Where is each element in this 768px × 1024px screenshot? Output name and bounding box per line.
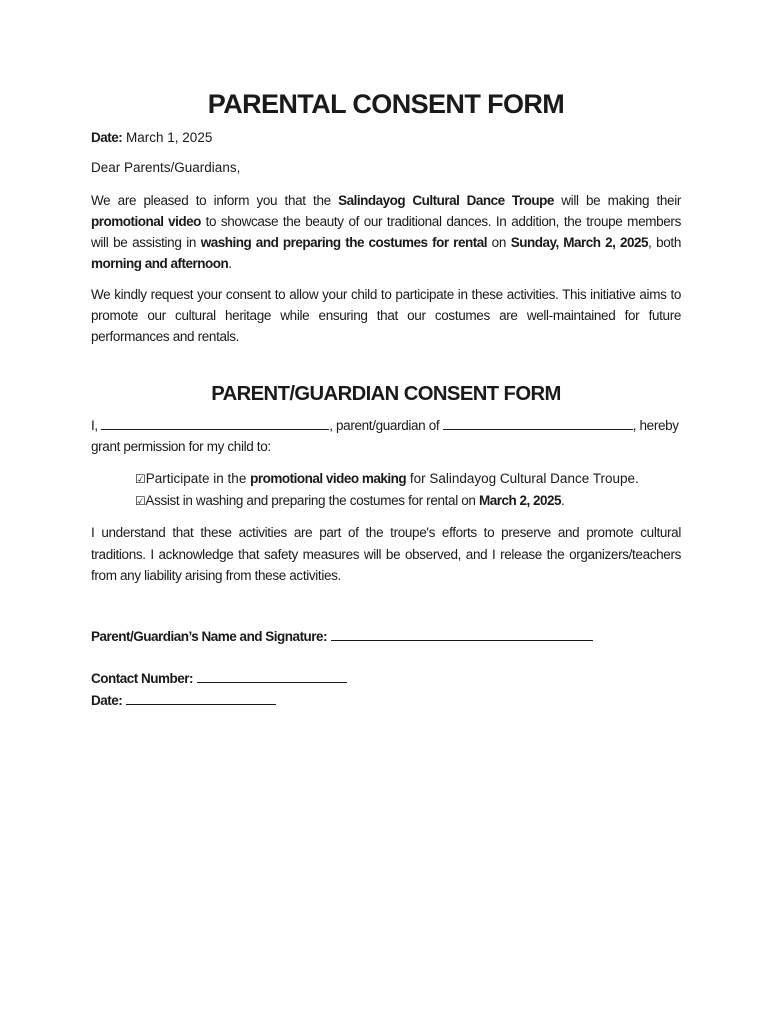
date-field-line bbox=[91, 690, 681, 712]
checkbox-checked-icon[interactable]: ☑ bbox=[135, 472, 146, 487]
date-value: March 1, 2025 bbox=[126, 130, 213, 145]
contact-line bbox=[91, 668, 681, 690]
signature-label: Parent/Guardian’s Name and Signature: bbox=[91, 629, 328, 645]
permission-text: Participate in the bbox=[145, 471, 251, 487]
intro-text: We are pleased to inform you that the bbox=[91, 192, 339, 208]
permission-activity: promotional video making bbox=[250, 471, 407, 487]
contact-label: Contact Number: bbox=[91, 671, 194, 687]
contact-number-field[interactable] bbox=[197, 669, 347, 683]
date-field[interactable] bbox=[126, 691, 276, 705]
consent-text: I, bbox=[91, 417, 98, 433]
section-title: PARENT/GUARDIAN CONSENT FORM bbox=[211, 382, 561, 405]
understand-paragraph: I understand that these activities are part of the troupe's efforts to preserve and promote cultural traditions. I acknowledge that safety measures will be observed, and I release the organizers/teachers from any liability arising from these activities. bbox=[91, 525, 681, 583]
permission-date: March 2, 2025 bbox=[478, 493, 562, 509]
signature-line bbox=[91, 626, 681, 648]
intro-text: . bbox=[228, 256, 232, 272]
signature-section bbox=[91, 626, 681, 648]
permission-item-costumes bbox=[135, 490, 681, 512]
permission-text: Assist in washing and preparing the costumes for rental on bbox=[145, 493, 479, 509]
consent-text: grant permission for my child to: bbox=[91, 438, 271, 454]
intro-text: , both bbox=[648, 235, 681, 251]
request-paragraph: We kindly request your consent to allow your child to participate in these activities. This initiative aims to promote our cultural heritage while ensuring that our costumes are well-maintained for future performances and rentals. bbox=[91, 286, 681, 345]
checkbox-checked-icon[interactable]: ☑ bbox=[135, 494, 146, 509]
child-name-field[interactable] bbox=[443, 416, 633, 430]
salutation: Dear Parents/Guardians, bbox=[91, 160, 241, 176]
intro-text: to showcase the beauty of our traditional dances. In addition, the troupe members will be assisting in bbox=[91, 213, 681, 251]
activity-costumes: washing and preparing the costumes for rental bbox=[200, 235, 487, 251]
event-date: Sunday, March 2, 2025 bbox=[510, 235, 648, 251]
consent-text: , hereby bbox=[632, 417, 679, 433]
permission-list bbox=[135, 468, 681, 512]
document-body bbox=[91, 89, 681, 712]
parent-name-field[interactable] bbox=[101, 416, 329, 430]
date-line bbox=[91, 127, 681, 148]
form-title: PARENTAL CONSENT FORM bbox=[207, 89, 565, 119]
consent-text: , parent/guardian of bbox=[329, 417, 440, 433]
permission-text: . bbox=[561, 493, 565, 509]
signature-field[interactable] bbox=[331, 627, 593, 641]
intro-text: will be making their bbox=[553, 192, 681, 208]
contact-section bbox=[91, 668, 681, 712]
date-field-label: Date: bbox=[91, 693, 123, 709]
intro-paragraph bbox=[91, 190, 681, 275]
consent-statement bbox=[91, 415, 681, 458]
troupe-name: Salindayog Cultural Dance Troupe bbox=[338, 192, 554, 208]
activity-video: promotional video bbox=[91, 213, 201, 229]
permission-item-video bbox=[135, 468, 681, 490]
permission-text: for Salindayog Cultural Dance Troupe. bbox=[406, 471, 639, 487]
date-label: Date: bbox=[91, 130, 123, 145]
intro-text: on bbox=[486, 235, 511, 251]
event-time: morning and afternoon bbox=[91, 256, 229, 272]
